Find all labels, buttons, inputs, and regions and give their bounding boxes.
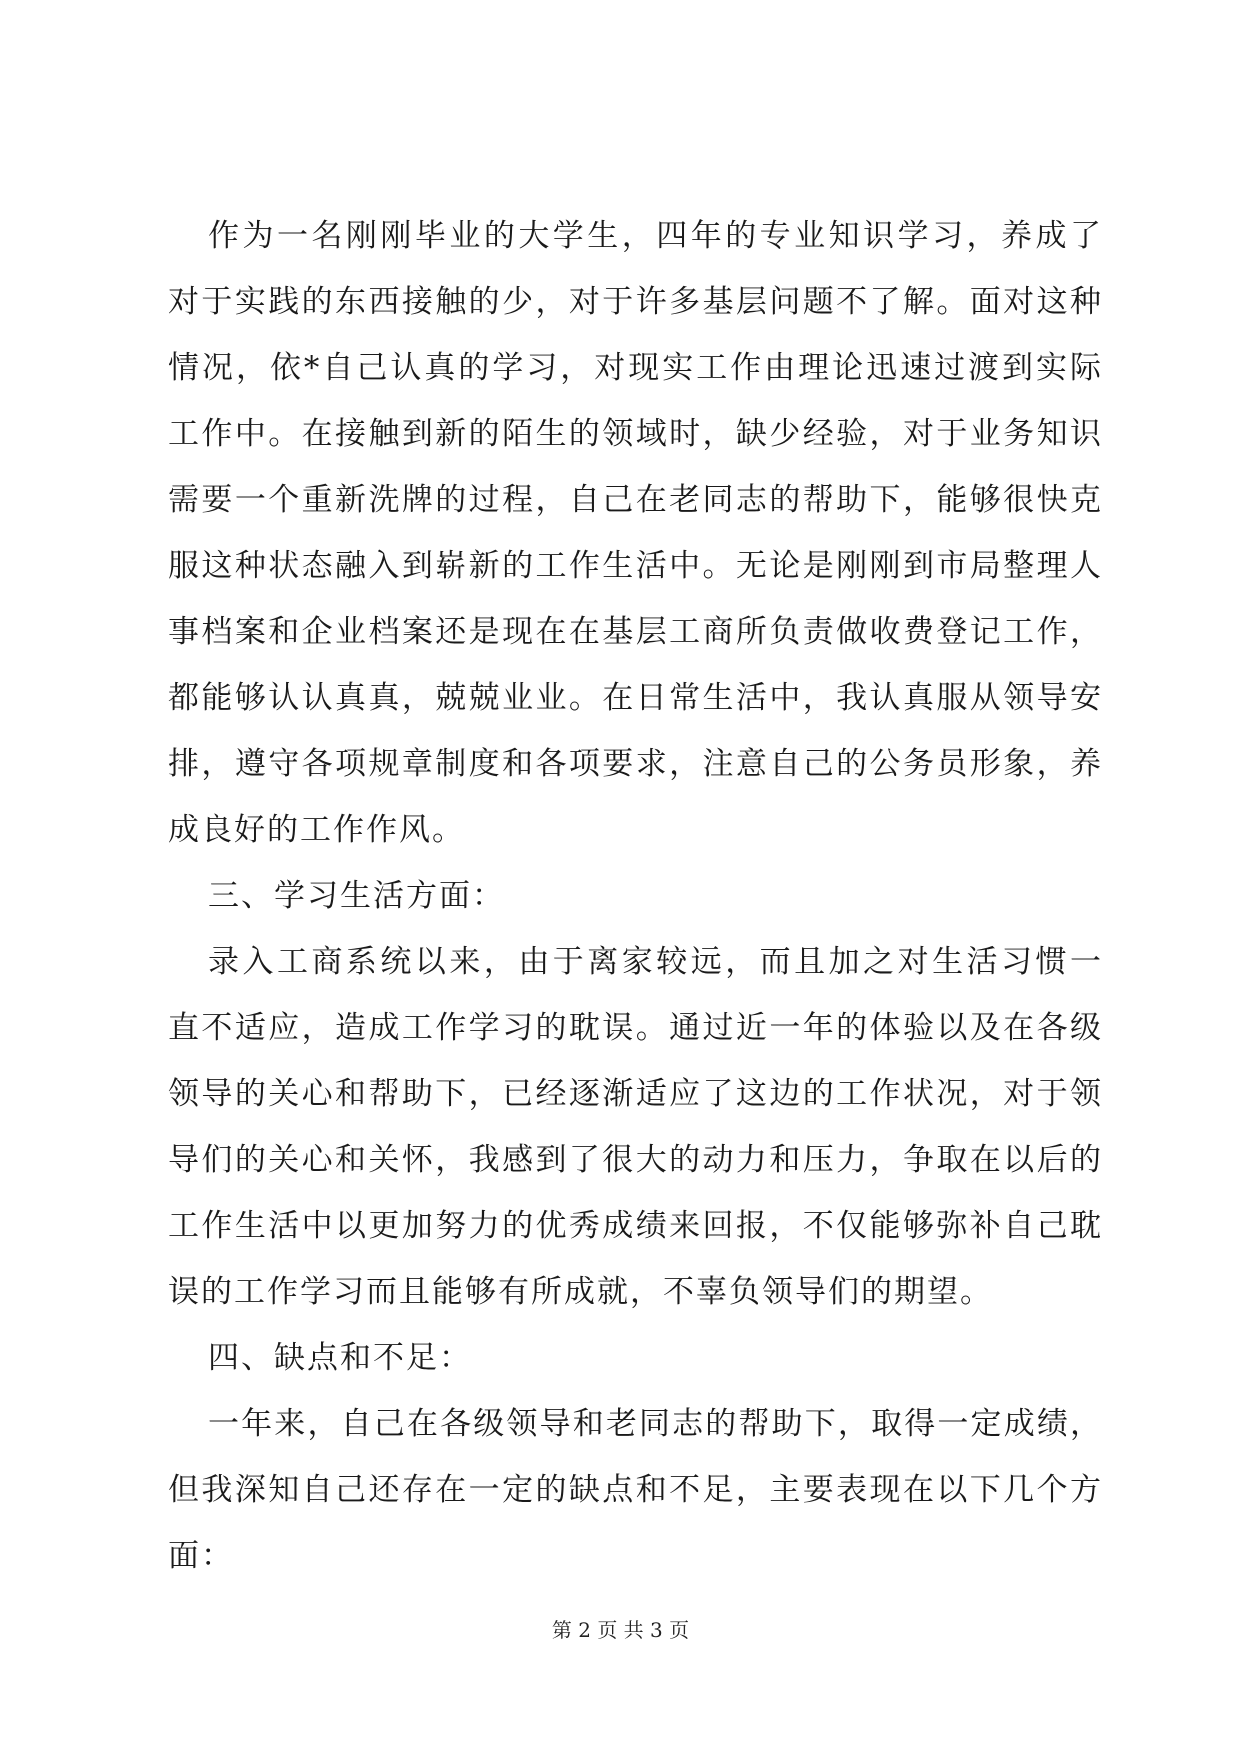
text-line: 都能够认认真真，兢兢业业。在日常生活中，我认真服从领导安	[168, 680, 1103, 716]
text-line: 需要一个重新洗牌的过程，自己在老同志的帮助下，能够很快克	[168, 482, 1103, 518]
text-line: 直不适应，造成工作学习的耽误。通过近一年的体验以及在各级	[168, 1010, 1103, 1046]
text-line: 工作生活中以更加努力的优秀成绩来回报，不仅能够弥补自己耽	[168, 1208, 1103, 1244]
text-line: 事档案和企业档案还是现在在基层工商所负责做收费登记工作，	[168, 614, 1103, 650]
text-line: 工作中。在接触到新的陌生的领域时，缺少经验，对于业务知识	[168, 416, 1103, 452]
text-line: 但我深知自己还存在一定的缺点和不足，主要表现在以下几个方	[168, 1472, 1103, 1508]
text-line: 导们的关心和关怀，我感到了很大的动力和压力，争取在以后的	[168, 1142, 1103, 1178]
section-heading: 三、学习生活方面：	[208, 878, 505, 914]
page-footer: 第 2 页 共 3 页	[551, 1618, 690, 1642]
text-line: 作为一名刚刚毕业的大学生，四年的专业知识学习，养成了	[208, 218, 1103, 254]
text-line: 情况，依*自己认真的学习，对现实工作由理论迅速过渡到实际	[168, 350, 1103, 386]
text-line: 服这种状态融入到崭新的工作生活中。无论是刚刚到市局整理人	[168, 548, 1103, 584]
text-line: 成良好的工作作风。	[168, 812, 465, 848]
text-line: 面：	[168, 1538, 234, 1574]
text-line: 误的工作学习而且能够有所成就，不辜负领导们的期望。	[168, 1274, 993, 1310]
text-line: 排，遵守各项规章制度和各项要求，注意自己的公务员形象，养	[168, 746, 1103, 782]
text-line: 对于实践的东西接触的少，对于许多基层问题不了解。面对这种	[168, 284, 1103, 320]
text-line: 领导的关心和帮助下，已经逐渐适应了这边的工作状况，对于领	[168, 1076, 1103, 1112]
section-heading: 四、缺点和不足：	[208, 1340, 472, 1376]
text-line: 录入工商系统以来，由于离家较远，而且加之对生活习惯一	[208, 944, 1103, 980]
text-line: 一年来，自己在各级领导和老同志的帮助下，取得一定成绩，	[208, 1406, 1103, 1442]
